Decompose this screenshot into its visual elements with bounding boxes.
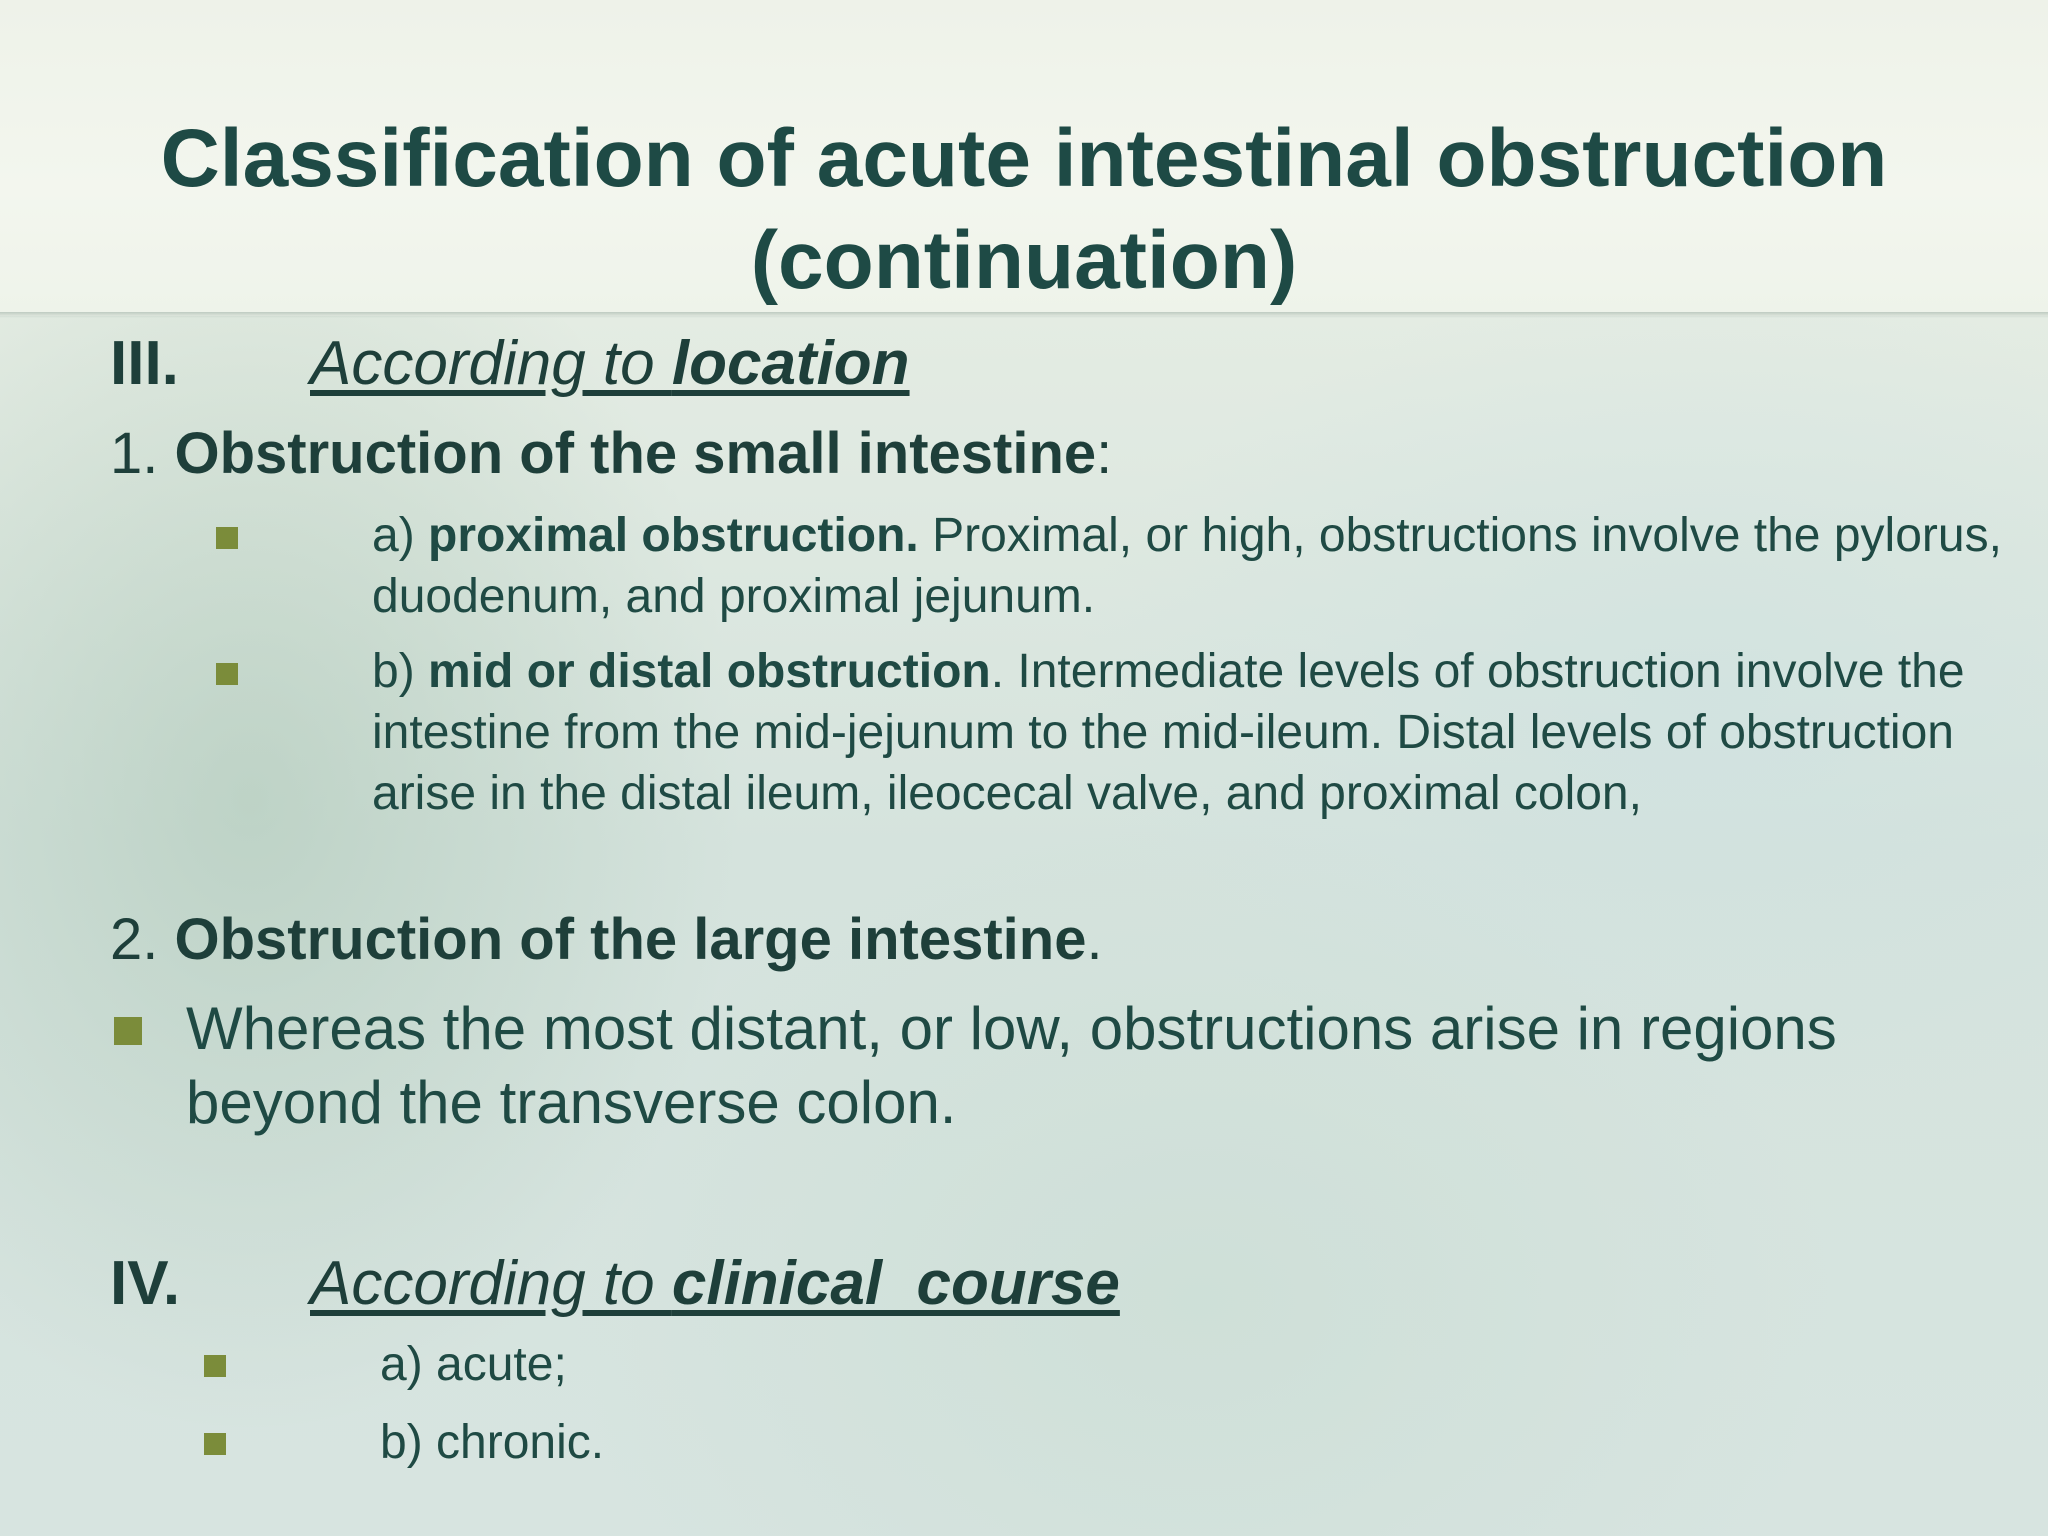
- sub-item-a-prefix: a): [372, 509, 429, 562]
- section-4-heading-bold: clinical course: [671, 1249, 1120, 1318]
- sub-item-b-bold: mid or distal obstruction: [428, 645, 991, 698]
- bullet-square-icon: [216, 663, 238, 685]
- sub-item-b-prefix: b): [372, 645, 429, 698]
- section-3-heading: [310, 328, 910, 399]
- section-4-heading: [310, 1248, 1120, 1319]
- title-divider: [0, 312, 2048, 318]
- sub-item-a: [372, 505, 2012, 627]
- course-item-acute: a) acute;: [380, 1338, 567, 1391]
- item-2-suffix: .: [1086, 907, 1103, 972]
- sub-item-a-text: Proximal, or high, obstructions involve the pylorus, duodenum, and proximal jejunum.: [372, 509, 2002, 623]
- item-2-bold: Obstruction of the large intestine: [174, 907, 1087, 972]
- section-3-numeral: III.: [110, 329, 179, 398]
- note-text: Whereas the most distant, or low, obstructions arise in regions beyond the transverse colon.: [186, 995, 1837, 1136]
- item-1: [110, 420, 1112, 487]
- bullet-square-icon: [114, 1017, 142, 1045]
- item-1-suffix: :: [1096, 421, 1113, 486]
- title-line-1: Classification of acute intestinal obstruction: [160, 113, 1888, 204]
- item-2: [110, 906, 1103, 973]
- section-3-heading-bold: location: [671, 329, 910, 398]
- item-1-bold: Obstruction of the small intestine: [174, 421, 1097, 486]
- section-4-numeral: IV.: [110, 1249, 181, 1318]
- sub-item-a-bold: proximal obstruction.: [428, 509, 919, 562]
- section-3-heading-prefix: According to: [310, 329, 672, 398]
- sub-item-b: [372, 641, 2012, 824]
- course-item-chronic: b) chronic.: [380, 1416, 605, 1469]
- bullet-square-icon: [204, 1355, 226, 1377]
- item-2-number: 2.: [110, 907, 175, 972]
- item-1-number: 1.: [110, 421, 175, 486]
- slide-title: [60, 108, 1988, 312]
- bullet-square-icon: [216, 527, 238, 549]
- section-4-heading-prefix: According to: [310, 1249, 672, 1318]
- bullet-square-icon: [204, 1433, 226, 1455]
- title-line-2: (continuation): [750, 215, 1298, 306]
- sub-item-b-text: . Intermediate levels of obstruction involve the intestine from the mid-jejunum to the mid-ileum. Distal levels of obstruction arise in the distal ileum, ileocecal valve, and proximal colon,: [372, 645, 1965, 820]
